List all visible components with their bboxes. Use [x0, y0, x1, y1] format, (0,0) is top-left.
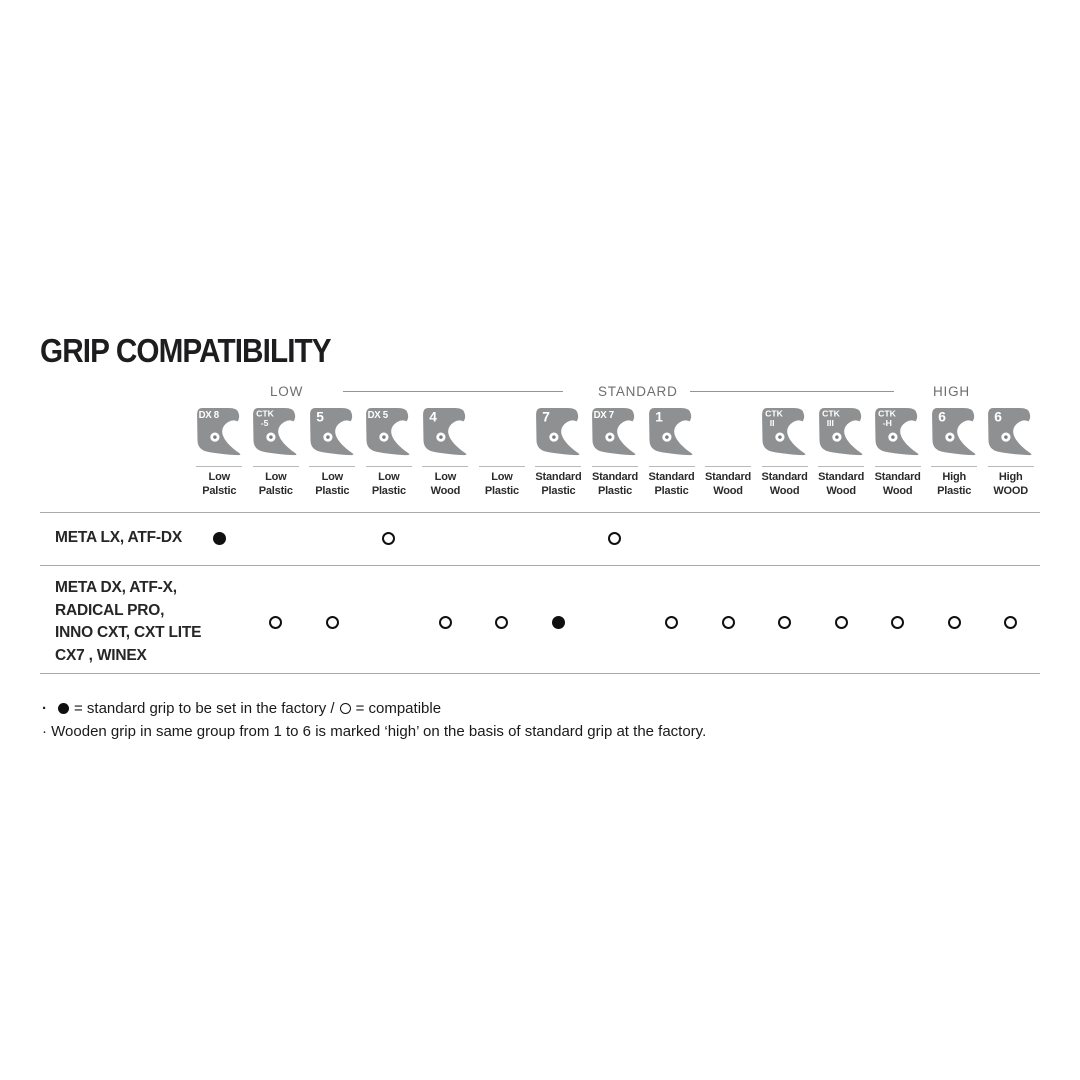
open-circle-mark	[813, 615, 870, 629]
svg-text:CTK: CTK	[821, 408, 840, 419]
grip-type-label: Standard Wood	[761, 471, 808, 497]
grip-type-label: Standard Plastic	[648, 471, 695, 497]
grip-icon-slot	[589, 406, 640, 463]
column-divider-line	[309, 466, 355, 467]
riser-model-line: INNO CXT, CXT LITE	[55, 624, 202, 641]
compatibility-marks-row	[191, 531, 1039, 545]
column-divider-line	[592, 466, 638, 467]
grip-icon	[420, 406, 471, 459]
svg-text:DX 5: DX 5	[367, 410, 389, 422]
grip-column-3	[304, 406, 361, 498]
column-divider-line	[649, 466, 695, 467]
table-rule-middle	[40, 565, 1040, 566]
table-rule-top	[40, 512, 1040, 513]
grip-column-12	[813, 406, 870, 498]
footnote: · Wooden grip in same group from 1 to 6 is marked ‘high’ on the basis of standard grip at the factory.	[42, 723, 707, 740]
grip-icon-slot	[929, 406, 980, 463]
column-divider-line	[762, 466, 808, 467]
empty-cell	[248, 531, 305, 545]
svg-text:5: 5	[316, 409, 324, 425]
empty-cell	[813, 531, 870, 545]
grip-column-7	[530, 406, 587, 498]
open-circle-icon	[835, 616, 848, 629]
empty-cell	[869, 531, 926, 545]
filled-circle-mark	[191, 531, 248, 545]
column-divider-line	[818, 466, 864, 467]
riser-model-label: META LX, ATF-DX	[55, 529, 183, 546]
empty-cell	[474, 531, 531, 545]
column-divider-line	[196, 466, 242, 467]
grip-column-10	[700, 406, 757, 498]
grip-icon-slot	[872, 406, 923, 463]
legend-filled-text: = standard grip to be set in the factory /	[74, 700, 335, 717]
grip-icon-slot	[307, 406, 358, 463]
open-circle-icon	[608, 532, 621, 545]
grip-column-1	[191, 406, 248, 498]
group-header-standard	[537, 383, 894, 400]
open-circle-icon	[1004, 616, 1017, 629]
riser-model-line: RADICAL PRO,	[55, 601, 165, 619]
svg-text:DX 7: DX 7	[594, 410, 615, 422]
riser-model-line: CX7 , WINEX	[55, 646, 147, 664]
column-divider-line	[253, 466, 299, 467]
empty-cell	[700, 531, 757, 545]
column-divider-line	[988, 466, 1034, 467]
group-divider-line	[343, 391, 563, 392]
open-circle-icon	[948, 616, 961, 629]
grip-column-15	[982, 406, 1039, 498]
grip-icon	[194, 406, 245, 459]
open-circle-mark	[700, 615, 757, 629]
empty-cell	[191, 615, 248, 629]
grip-icon-slot	[250, 406, 301, 463]
column-divider-line	[875, 466, 921, 467]
grip-icon	[363, 406, 414, 459]
grip-icon	[816, 406, 867, 459]
group-header-low	[195, 383, 563, 400]
column-divider-line	[705, 466, 751, 467]
open-circle-mark	[587, 531, 644, 545]
grip-column-2	[248, 406, 305, 498]
grip-column-9	[643, 406, 700, 498]
grip-type-label: Standard Wood	[874, 471, 921, 497]
open-circle-icon	[722, 616, 735, 629]
grip-icon	[929, 406, 980, 459]
legend-note	[42, 700, 441, 717]
empty-cell	[643, 531, 700, 545]
group-divider-line	[690, 391, 894, 392]
open-circle-mark	[982, 615, 1039, 629]
riser-model-label	[55, 577, 201, 667]
column-divider-line	[931, 466, 977, 467]
grip-icon-slot	[759, 406, 810, 463]
svg-text:II: II	[769, 417, 775, 428]
compatibility-marks-row	[191, 615, 1039, 629]
grip-column-13	[869, 406, 926, 498]
svg-text:-H: -H	[882, 417, 893, 428]
svg-text:7: 7	[542, 409, 550, 425]
open-circle-icon	[382, 532, 395, 545]
filled-circle-icon	[58, 703, 69, 714]
open-circle-icon	[269, 616, 282, 629]
grip-type-label: Low Palstic	[202, 471, 237, 497]
group-label-high: HIGH	[933, 384, 970, 399]
grip-column-5	[417, 406, 474, 498]
empty-cell	[530, 531, 587, 545]
empty-cell	[417, 531, 474, 545]
svg-text:4: 4	[429, 409, 437, 425]
grip-icon-slot	[646, 406, 697, 463]
svg-text:CTK: CTK	[878, 408, 897, 419]
open-circle-icon	[326, 616, 339, 629]
svg-text:DX 8: DX 8	[198, 410, 219, 422]
grip-type-label: High Plastic	[937, 471, 972, 497]
grip-type-label: Standard Plastic	[535, 471, 582, 497]
group-label-low: LOW	[270, 384, 304, 399]
empty-cell	[587, 615, 644, 629]
open-circle-mark	[926, 615, 983, 629]
group-header-high	[933, 383, 1033, 400]
open-circle-icon	[891, 616, 904, 629]
open-circle-icon	[495, 616, 508, 629]
empty-cell	[361, 615, 418, 629]
grip-type-label: Standard Wood	[705, 471, 752, 497]
grip-type-label: High WOOD	[993, 471, 1029, 497]
open-circle-icon	[439, 616, 452, 629]
open-circle-icon	[340, 703, 351, 714]
page-title: GRIP COMPATIBILITY	[40, 332, 331, 369]
grip-icon	[759, 406, 810, 459]
open-circle-mark	[417, 615, 474, 629]
grip-type-label: Standard Wood	[818, 471, 865, 497]
column-divider-line	[479, 466, 525, 467]
grip-icon	[533, 406, 584, 459]
grip-type-label: Low Plastic	[371, 471, 406, 497]
table-rule-bottom	[40, 673, 1040, 674]
grip-column-6	[474, 406, 531, 498]
open-circle-mark	[304, 615, 361, 629]
grip-icon	[307, 406, 358, 459]
grip-icon-slot	[533, 406, 584, 463]
svg-text:CTK: CTK	[765, 408, 784, 419]
empty-cell	[926, 531, 983, 545]
filled-circle-icon	[213, 532, 226, 545]
grip-icon	[872, 406, 923, 459]
open-circle-mark	[248, 615, 305, 629]
empty-cell	[304, 531, 361, 545]
grip-column-8	[587, 406, 644, 498]
grip-column-4	[361, 406, 418, 498]
grip-type-label: Low Plastic	[315, 471, 350, 497]
open-circle-mark	[756, 615, 813, 629]
open-circle-icon	[778, 616, 791, 629]
grip-icon-slot	[420, 406, 471, 463]
grip-icon-slot	[363, 406, 414, 463]
column-divider-line	[366, 466, 412, 467]
svg-text:III: III	[826, 417, 834, 428]
grip-icon-slot	[985, 406, 1036, 463]
grip-icon	[589, 406, 640, 459]
open-circle-icon	[665, 616, 678, 629]
grip-type-label: Low Plastic	[484, 471, 519, 497]
column-divider-line	[422, 466, 468, 467]
grip-icon-slot	[194, 406, 245, 463]
svg-text:-5: -5	[261, 417, 269, 428]
grip-icon	[985, 406, 1036, 459]
riser-model-line: META DX, ATF-X,	[55, 579, 177, 596]
empty-cell	[982, 531, 1039, 545]
grip-icon	[646, 406, 697, 459]
svg-text:CTK: CTK	[256, 408, 275, 419]
filled-circle-mark	[530, 615, 587, 629]
open-circle-mark	[361, 531, 418, 545]
grip-type-label: Low Wood	[430, 471, 461, 497]
svg-text:6: 6	[994, 409, 1003, 425]
open-circle-mark	[869, 615, 926, 629]
svg-text:1: 1	[655, 409, 663, 425]
open-circle-mark	[643, 615, 700, 629]
group-label-standard: STANDARD	[598, 384, 678, 399]
grip-column-14	[926, 406, 983, 498]
svg-text:6: 6	[937, 409, 946, 425]
grip-icon	[250, 406, 301, 459]
grip-columns-row	[191, 406, 1039, 498]
grip-icon-slot	[816, 406, 867, 463]
grip-column-11	[756, 406, 813, 498]
filled-circle-icon	[552, 616, 565, 629]
empty-cell	[756, 531, 813, 545]
bullet: ·	[42, 700, 47, 717]
grip-type-label: Standard Plastic	[591, 471, 639, 497]
grip-type-label: Low Palstic	[258, 471, 293, 497]
open-circle-mark	[474, 615, 531, 629]
legend-open-text: = compatible	[355, 700, 442, 717]
column-divider-line	[535, 466, 581, 467]
